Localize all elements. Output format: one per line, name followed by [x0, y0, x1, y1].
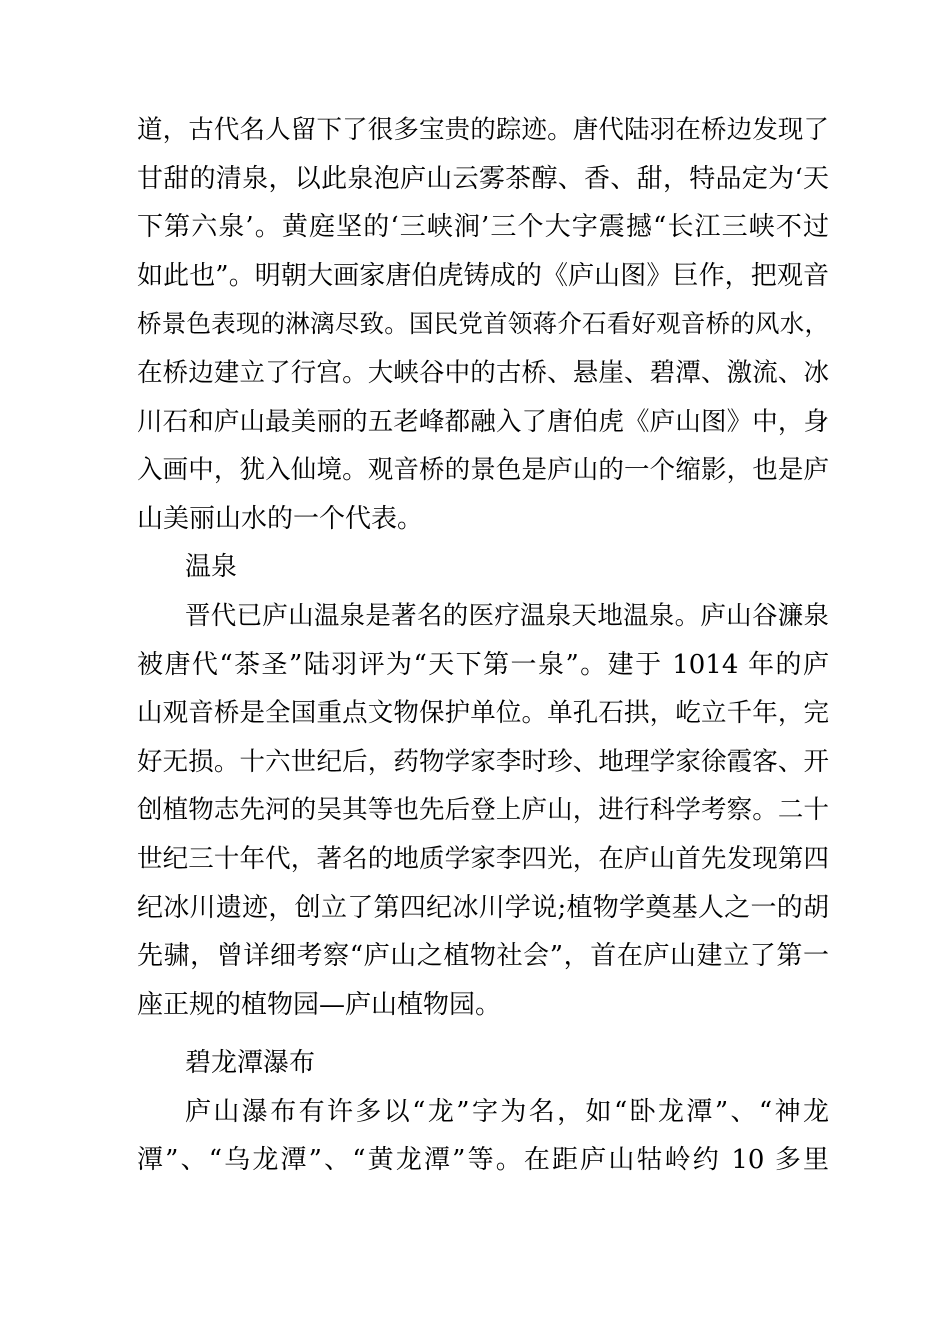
text-line: 世纪三十年代，著名的地质学家李四光，在庐山首先发现第四	[137, 843, 829, 874]
text-line: 潭”、“乌龙潭”、“黄龙潭”等。在距庐山牯岭约 10 多里	[137, 1145, 829, 1176]
text-line: 如此也”。明朝大画家唐伯虎铸成的《庐山图》巨作，把观音	[137, 260, 829, 291]
text-line: 被唐代“茶圣”陆羽评为“天下第一泉”。建于 1014 年的庐	[137, 649, 829, 680]
text-line: 甘甜的清泉，以此泉泡庐山云雾茶醇、香、甜，特品定为‘天	[137, 163, 829, 194]
text-line: 好无损。十六世纪后，药物学家李时珍、地理学家徐霞客、开	[137, 746, 829, 777]
text-line: 纪冰川遗迹，创立了第四纪冰川学说;植物学奠基人之一的胡	[137, 892, 829, 923]
text-line: 山观音桥是全国重点文物保护单位。单孔石拱，屹立千年，完	[137, 698, 829, 729]
text-line: 道，古代名人留下了很多宝贵的踪迹。唐代陆羽在桥边发现了	[137, 115, 829, 145]
text-line: 座正规的植物园—庐山植物园。	[137, 989, 502, 1020]
paragraph-gap	[137, 1029, 829, 1039]
paragraph-waterfall	[137, 1088, 829, 1185]
text-line: 入画中，犹入仙境。观音桥的景色是庐山的一个缩影，也是庐	[137, 455, 829, 486]
text-line: 晋代已庐山温泉是著名的医疗温泉天地温泉。庐山谷濂泉	[185, 600, 829, 631]
paragraph-hot-spring	[137, 592, 829, 1029]
text-line: 先骕，曾详细考察“庐山之植物社会”，首在庐山建立了第一	[137, 941, 829, 972]
document-page	[137, 106, 829, 1185]
section-heading-hot-spring: 温泉	[185, 552, 238, 583]
text-line: 山美丽山水的一个代表。	[137, 503, 424, 534]
text-line: 庐山瀑布有许多以“龙”字为名，如“卧龙潭”、“神龙	[185, 1096, 829, 1127]
text-line: 创植物志先河的吴其等也先后登上庐山，进行科学考察。二十	[137, 795, 829, 826]
text-line: 桥景色表现的淋漓尽致。国民党首领蒋介石看好观音桥的风水，	[137, 309, 829, 339]
section-heading-waterfall: 碧龙潭瀑布	[185, 1048, 316, 1079]
text-line: 在桥边建立了行宫。大峡谷中的古桥、悬崖、碧潭、激流、冰	[137, 357, 829, 388]
paragraph-guanyin-bridge	[137, 106, 829, 543]
text-line: 下第六泉’。黄庭坚的‘三峡涧’三个大字震撼“长江三峡不过	[137, 212, 829, 243]
text-line: 川石和庐山最美丽的五老峰都融入了唐伯虎《庐山图》中，身	[137, 406, 829, 437]
